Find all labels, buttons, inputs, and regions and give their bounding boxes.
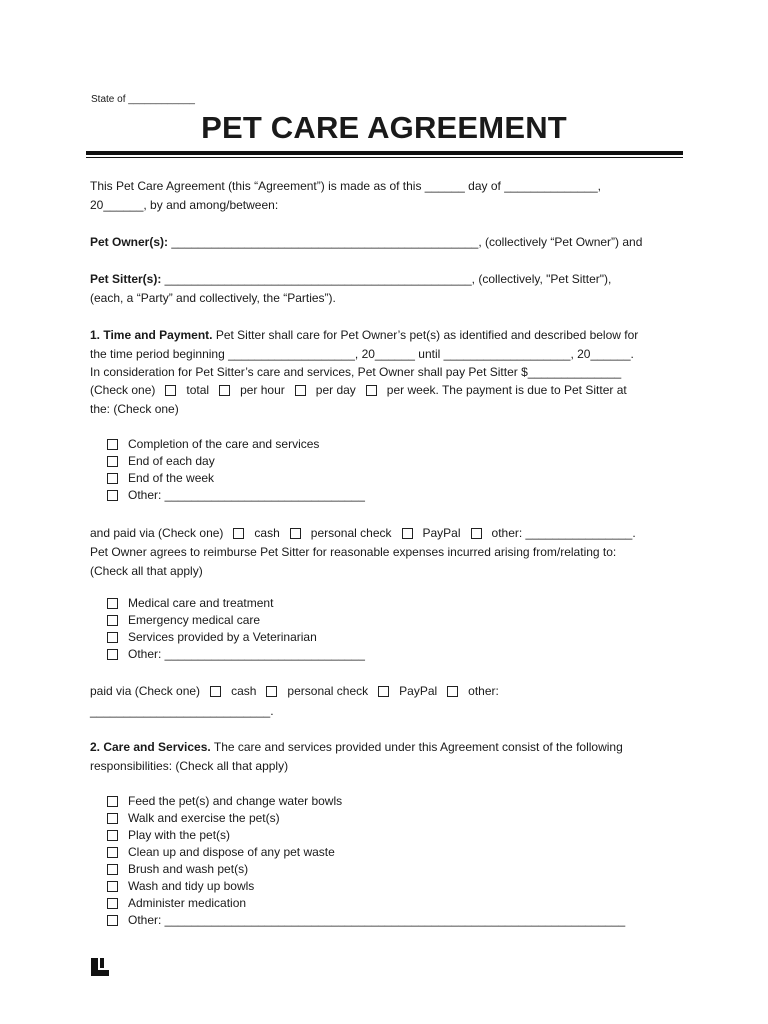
reimb-emergency-label: Emergency medical care: [128, 613, 261, 627]
pay-cash-checkbox[interactable]: [233, 528, 244, 539]
list-item: [107, 844, 625, 861]
rate-per-day-checkbox[interactable]: [295, 385, 306, 396]
intro-line-1: This Pet Care Agreement (this “Agreement”) is made as of this ______ day of ______________,: [90, 179, 601, 193]
list-item: [107, 629, 365, 646]
care-brush-checkbox[interactable]: [107, 864, 118, 875]
rate-per-hour-checkbox[interactable]: [219, 385, 230, 396]
pay2-cash-label: cash: [231, 684, 257, 698]
section1-line-3: In consideration for Pet Sitter’s care and services, Pet Owner shall pay Pet Sitter $______________: [90, 365, 622, 379]
rate-total-label: total: [186, 383, 210, 397]
due-completion-checkbox[interactable]: [107, 439, 118, 450]
reimb-other-checkbox[interactable]: [107, 649, 118, 660]
state-field: State of ____________: [91, 94, 195, 105]
care-bowls-label: Wash and tidy up bowls: [128, 879, 255, 893]
reimburse-payment-line: [90, 683, 499, 699]
list-item: [107, 436, 365, 453]
rate-options-line: [90, 382, 627, 398]
list-item: [107, 453, 365, 470]
pet-owner-blank: ______________________________________________, (collectively “Pet Owner”) and: [168, 235, 643, 249]
rate-per-hour-label: per hour: [240, 383, 285, 397]
title-rule-thick: [86, 151, 683, 155]
care-walk-checkbox[interactable]: [107, 813, 118, 824]
pay-check-label: personal check: [310, 526, 392, 540]
list-item: [107, 912, 625, 929]
list-item: [107, 470, 365, 487]
due-each-day-checkbox[interactable]: [107, 456, 118, 467]
pay-paypal-label: PayPal: [422, 526, 461, 540]
parties-line: (each, a “Party” and collectively, the “Parties”).: [90, 291, 336, 305]
rate-per-day-label: per day: [315, 383, 356, 397]
pay2-paypal-checkbox[interactable]: [378, 686, 389, 697]
pay2-cash-checkbox[interactable]: [210, 686, 221, 697]
section1-line-5: the: (Check one): [90, 402, 179, 416]
reimb-emergency-checkbox[interactable]: [107, 615, 118, 626]
intro-line-2: 20______, by and among/between:: [90, 198, 279, 212]
paid-via-label-2: paid via (Check one): [90, 684, 201, 698]
list-item: [107, 646, 365, 663]
list-item: [107, 793, 625, 810]
reimburse-line-1: Pet Owner agrees to reimburse Pet Sitter for reasonable expenses incurred arising from/relating to:: [90, 545, 617, 559]
due-each-day-label: End of each day: [128, 454, 215, 468]
care-brush-label: Brush and wash pet(s): [128, 862, 249, 876]
care-medication-checkbox[interactable]: [107, 898, 118, 909]
rate-total-checkbox[interactable]: [165, 385, 176, 396]
list-item: [107, 861, 625, 878]
list-item: [107, 612, 365, 629]
section1-line-2: the time period beginning ___________________, 20______ until ___________________, 20______.: [90, 347, 634, 361]
section1-text: Pet Sitter shall care for Pet Owner’s pet(s) as identified and described below for: [212, 328, 639, 342]
section1-heading: 1. Time and Payment.: [90, 328, 213, 342]
list-item: [107, 827, 625, 844]
pay-paypal-checkbox[interactable]: [402, 528, 413, 539]
section2-heading: 2. Care and Services.: [90, 740, 211, 754]
rate-per-week-checkbox[interactable]: [366, 385, 377, 396]
care-other-label: Other: _____________________________________________________________________: [128, 913, 626, 927]
care-waste-label: Clean up and dispose of any pet waste: [128, 845, 335, 859]
due-other-label: Other: ______________________________: [128, 488, 365, 502]
reimb-other-label: Other: ______________________________: [128, 647, 365, 661]
title-rule-thin: [86, 157, 683, 158]
section2-line-2: responsibilities: (Check all that apply): [90, 759, 289, 773]
pay-other-label: other: ________________.: [491, 526, 636, 540]
pay-other-checkbox[interactable]: [471, 528, 482, 539]
care-bowls-checkbox[interactable]: [107, 881, 118, 892]
pet-sitter-label: Pet Sitter(s):: [90, 272, 162, 286]
pay2-paypal-label: PayPal: [399, 684, 438, 698]
list-item: [107, 595, 365, 612]
pet-owner-label: Pet Owner(s):: [90, 235, 169, 249]
due-other-checkbox[interactable]: [107, 490, 118, 501]
paid-via-label: and paid via (Check one): [90, 526, 224, 540]
pay-cash-label: cash: [254, 526, 280, 540]
care-feed-checkbox[interactable]: [107, 796, 118, 807]
due-options-list: [107, 436, 365, 504]
list-item: [107, 487, 365, 504]
section2-line-1: [90, 739, 623, 755]
reimburse-line-2: (Check all that apply): [90, 564, 203, 578]
section2-text: The care and services provided under this Agreement consist of the following: [210, 740, 623, 754]
care-feed-label: Feed the pet(s) and change water bowls: [128, 794, 343, 808]
pet-owner-line: [90, 234, 642, 250]
care-play-checkbox[interactable]: [107, 830, 118, 841]
list-item: [107, 878, 625, 895]
pay2-check-checkbox[interactable]: [266, 686, 277, 697]
care-other-checkbox[interactable]: [107, 915, 118, 926]
due-end-week-checkbox[interactable]: [107, 473, 118, 484]
due-end-week-label: End of the week: [128, 471, 215, 485]
document-title: PET CARE AGREEMENT: [201, 110, 567, 145]
pay-check-checkbox[interactable]: [290, 528, 301, 539]
reimb-vet-checkbox[interactable]: [107, 632, 118, 643]
rate-per-week-label: per week. The payment is due to Pet Sitter at: [386, 383, 627, 397]
reimb-vet-label: Services provided by a Veterinarian: [128, 630, 317, 644]
pet-sitter-blank: ______________________________________________, (collectively, "Pet Sitter"),: [161, 272, 612, 286]
reimburse-options-list: [107, 595, 365, 663]
payment-method-line: [90, 525, 636, 541]
list-item: [107, 810, 625, 827]
pay2-other-checkbox[interactable]: [447, 686, 458, 697]
care-waste-checkbox[interactable]: [107, 847, 118, 858]
reimburse-payment-line-2: ___________________________.: [90, 704, 274, 718]
reimb-medical-label: Medical care and treatment: [128, 596, 274, 610]
due-completion-label: Completion of the care and services: [128, 437, 320, 451]
brand-logo-icon: [91, 958, 109, 976]
care-walk-label: Walk and exercise the pet(s): [128, 811, 280, 825]
reimb-medical-checkbox[interactable]: [107, 598, 118, 609]
pet-sitter-line: [90, 271, 611, 287]
pay2-other-label: other:: [468, 684, 499, 698]
check-one-label: (Check one): [90, 383, 156, 397]
care-medication-label: Administer medication: [128, 896, 247, 910]
pay2-check-label: personal check: [287, 684, 369, 698]
care-options-list: [107, 793, 625, 929]
list-item: [107, 895, 625, 912]
care-play-label: Play with the pet(s): [128, 828, 231, 842]
section1-line-1: [90, 327, 638, 343]
